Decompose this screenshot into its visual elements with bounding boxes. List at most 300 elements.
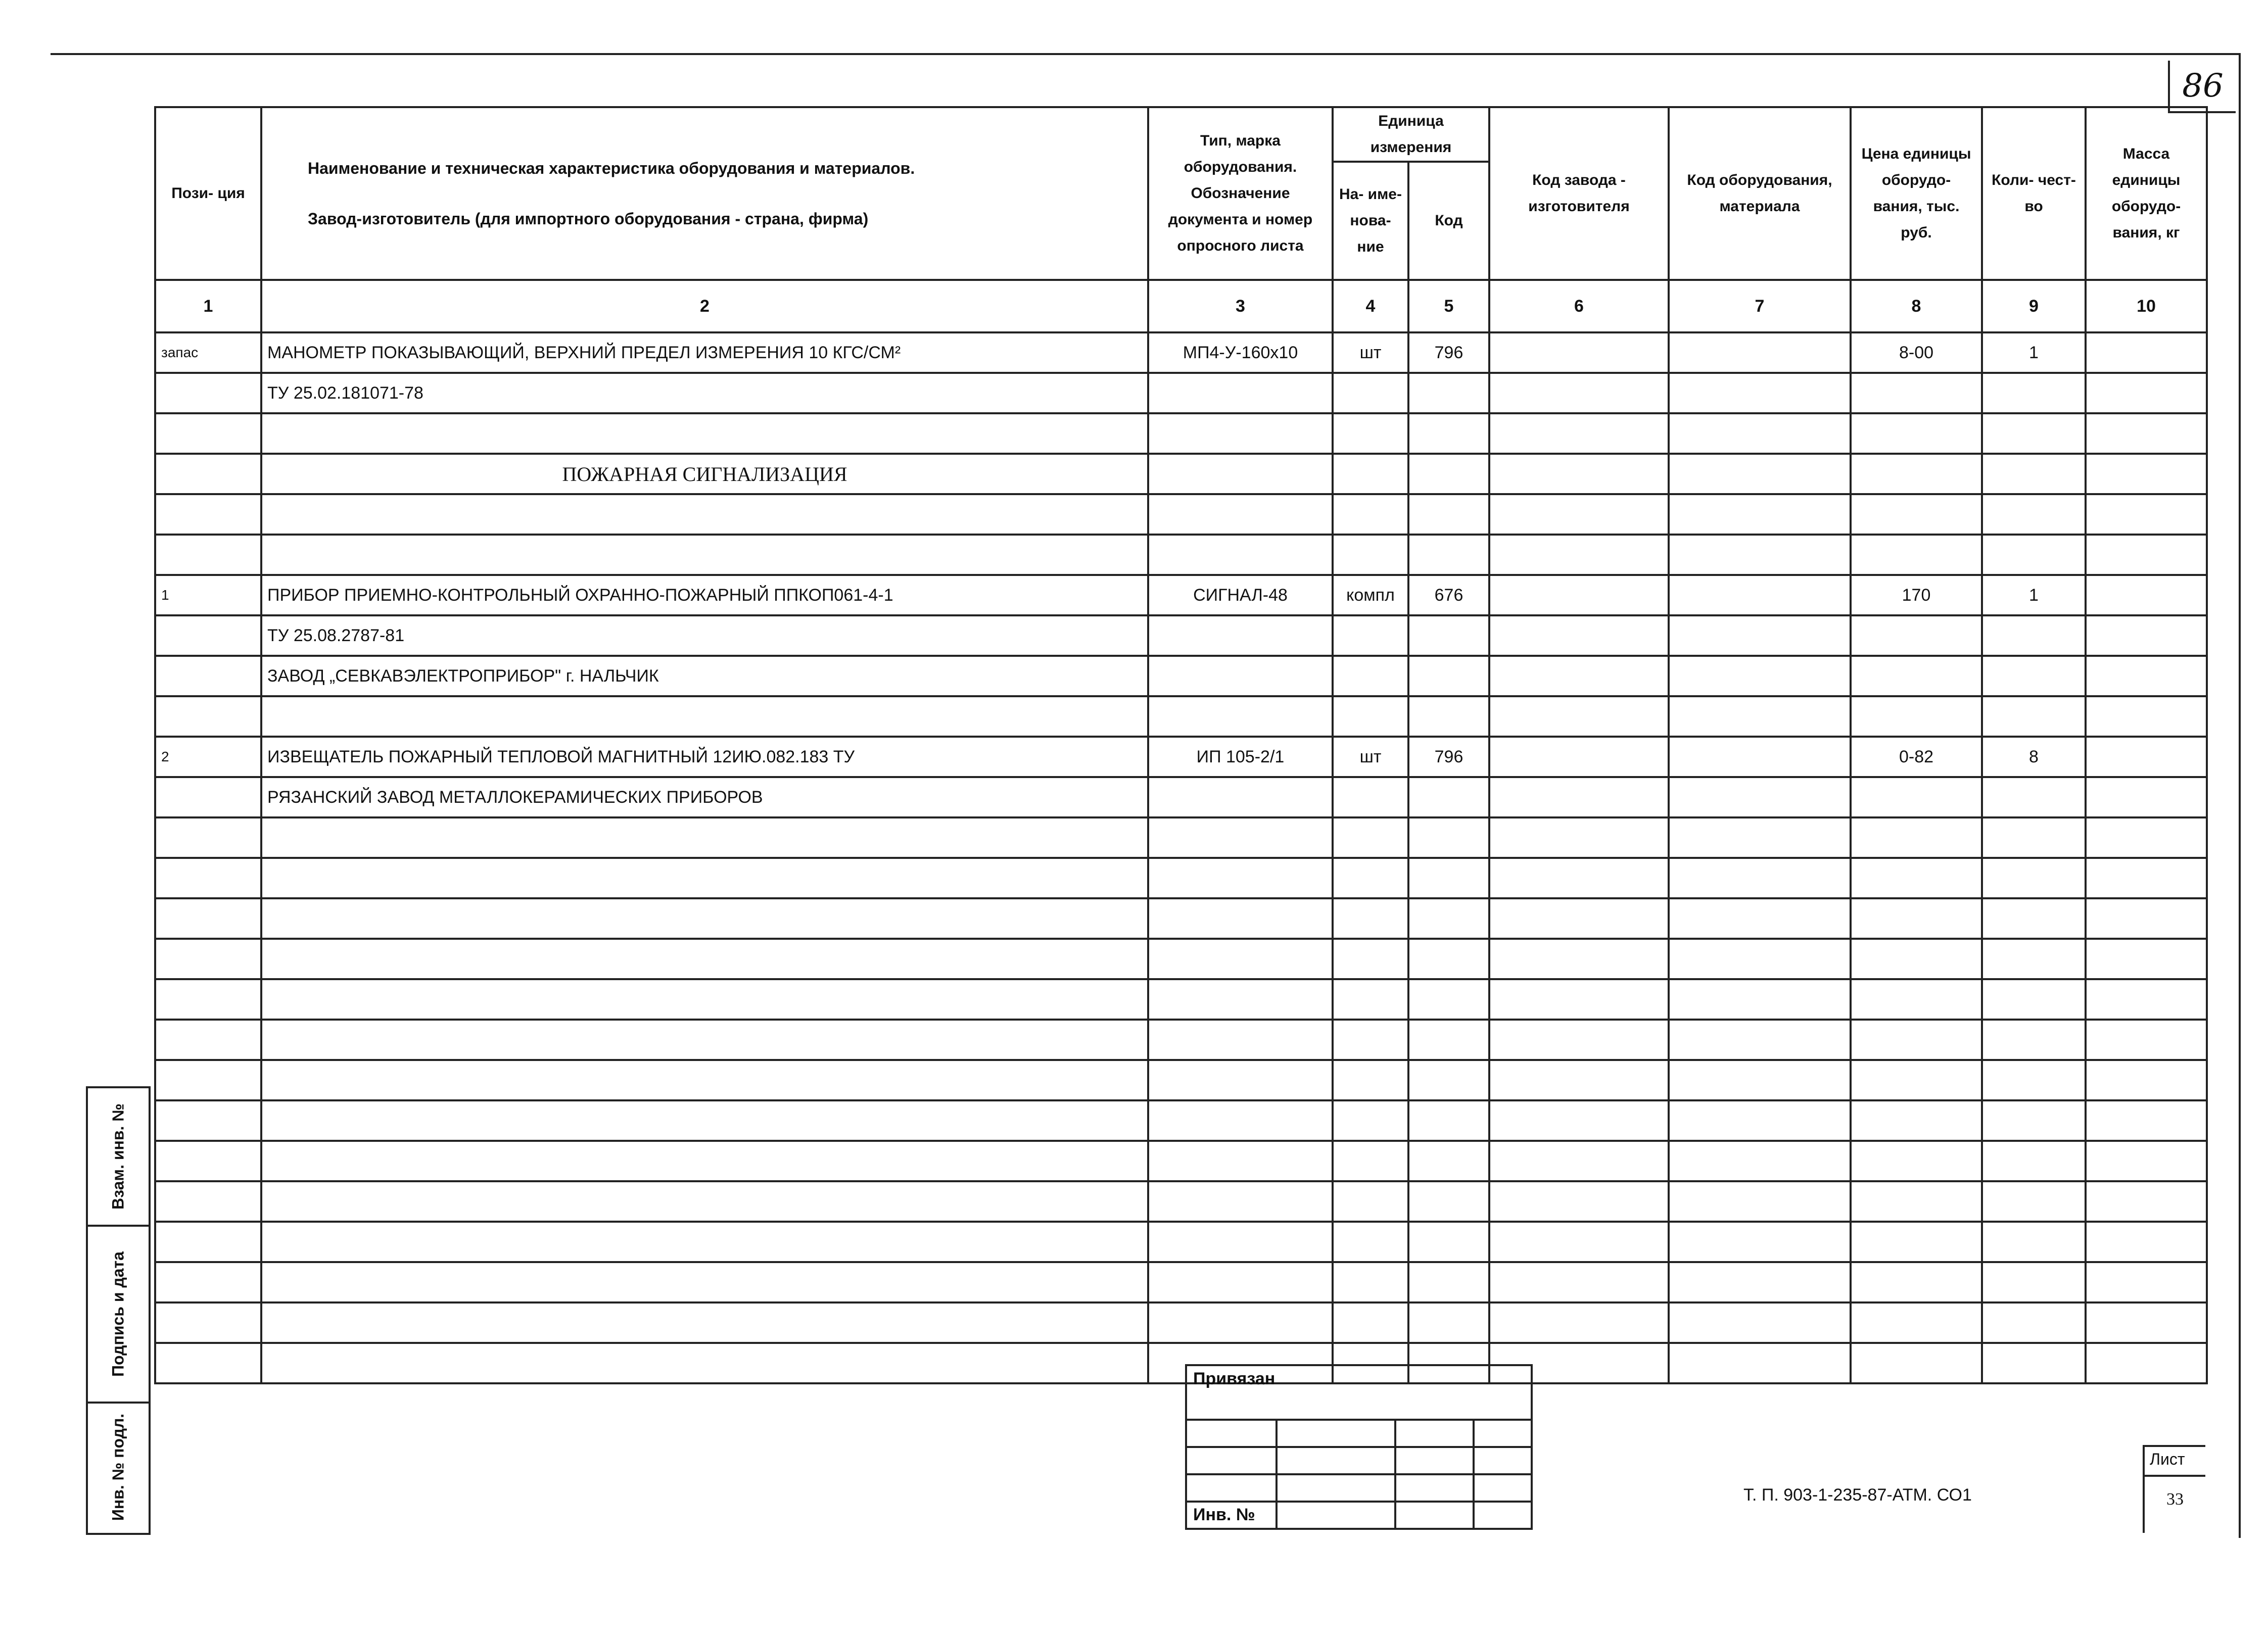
mass-cell [2086, 1100, 2207, 1141]
price-cell [1851, 1020, 1982, 1060]
type-cell: ИП 105-2/1 [1148, 737, 1333, 777]
mass-cell [2086, 1060, 2207, 1100]
type-cell [1148, 1020, 1333, 1060]
equipment-code-cell [1669, 979, 1851, 1020]
mass-cell [2086, 979, 2207, 1020]
equipment-code-cell [1669, 494, 1851, 535]
mass-cell [2086, 1343, 2207, 1383]
price-cell: 0-82 [1851, 737, 1982, 777]
mass-cell [2086, 737, 2207, 777]
manufacturer-code-cell [1489, 332, 1669, 373]
manufacturer-code-cell [1489, 1020, 1669, 1060]
unit-code-cell [1408, 413, 1489, 454]
position-cell: 2 [155, 737, 261, 777]
unit-code-cell [1408, 1020, 1489, 1060]
sheet-label: Лист [2150, 1450, 2185, 1468]
table-row [155, 939, 2207, 979]
unit-code-cell [1408, 656, 1489, 696]
name-cell: ТУ 25.08.2787-81 [261, 615, 1148, 656]
table-row [155, 1020, 2207, 1060]
position-cell [155, 817, 261, 858]
manufacturer-code-cell [1489, 413, 1669, 454]
unit-code-cell: 796 [1408, 332, 1489, 373]
name-cell [261, 898, 1148, 939]
manufacturer-code-cell [1489, 615, 1669, 656]
type-cell [1148, 1100, 1333, 1141]
mass-cell [2086, 777, 2207, 817]
table-row [155, 737, 2207, 777]
name-cell [261, 858, 1148, 898]
signature-date-label: Подпись и дата [109, 1251, 127, 1377]
type-cell: МП4-У-160х10 [1148, 332, 1333, 373]
mass-cell [2086, 373, 2207, 413]
type-cell [1148, 1302, 1333, 1343]
quantity-cell [1982, 413, 2086, 454]
unit-code-cell [1408, 696, 1489, 737]
stamp-divider [1275, 1419, 1278, 1528]
position-cell [155, 979, 261, 1020]
table-row [155, 858, 2207, 898]
unit-cell [1333, 1262, 1408, 1302]
price-cell: 8-00 [1851, 332, 1982, 373]
price-cell [1851, 898, 1982, 939]
price-cell [1851, 1302, 1982, 1343]
document-code: Т. П. 903-1-235-87-АТМ. СО1 [1743, 1485, 1972, 1505]
column-number: 4 [1333, 280, 1408, 332]
table-row [155, 696, 2207, 737]
column-number: 9 [1982, 280, 2086, 332]
unit-cell [1333, 1141, 1408, 1181]
type-cell [1148, 817, 1333, 858]
mass-cell [2086, 1181, 2207, 1222]
stamp-line [1187, 1473, 1531, 1475]
equipment-code-cell [1669, 535, 1851, 575]
unit-cell [1333, 1222, 1408, 1262]
equipment-code-cell [1669, 737, 1851, 777]
type-cell [1148, 1141, 1333, 1181]
name-cell [261, 535, 1148, 575]
table-row [155, 656, 2207, 696]
unit-code-cell [1408, 1100, 1489, 1141]
equipment-code-cell [1669, 615, 1851, 656]
price-cell [1851, 615, 1982, 656]
position-cell [155, 1222, 261, 1262]
quantity-cell [1982, 1343, 2086, 1383]
unit-code-cell [1408, 939, 1489, 979]
equipment-code-cell [1669, 656, 1851, 696]
position-cell [155, 535, 261, 575]
position-cell [155, 413, 261, 454]
equipment-code-cell [1669, 332, 1851, 373]
unit-code-cell [1408, 373, 1489, 413]
price-cell [1851, 1181, 1982, 1222]
position-cell [155, 777, 261, 817]
manufacturer-code-cell [1489, 1302, 1669, 1343]
name-cell: МАНОМЕТР ПОКАЗЫВАЮЩИЙ, ВЕРХНИЙ ПРЕДЕЛ ИЗМЕРЕНИЯ 10 КГС/СМ² [261, 332, 1148, 373]
table-body [155, 332, 2207, 1383]
quantity-cell [1982, 1262, 2086, 1302]
table-row [155, 1060, 2207, 1100]
price-cell [1851, 1222, 1982, 1262]
unit-code-cell [1408, 535, 1489, 575]
price-cell [1851, 777, 1982, 817]
unit-cell [1333, 615, 1408, 656]
type-cell [1148, 979, 1333, 1020]
table-row [155, 373, 2207, 413]
stamp-divider [1394, 1419, 1396, 1528]
type-cell [1148, 858, 1333, 898]
manufacturer-code-cell [1489, 696, 1669, 737]
manufacturer-code-cell [1489, 1141, 1669, 1181]
sheet-box-line [2145, 1475, 2205, 1477]
mass-cell [2086, 817, 2207, 858]
table-row [155, 332, 2207, 373]
column-number: 1 [155, 280, 261, 332]
quantity-cell [1982, 615, 2086, 656]
unit-cell: компл [1333, 575, 1408, 615]
equipment-code-cell [1669, 575, 1851, 615]
price-cell [1851, 535, 1982, 575]
column-number: 10 [2086, 280, 2207, 332]
unit-cell [1333, 939, 1408, 979]
replacement-cell [88, 1088, 149, 1227]
equipment-code-cell [1669, 696, 1851, 737]
quantity-cell [1982, 939, 2086, 979]
type-cell [1148, 535, 1333, 575]
mass-cell [2086, 575, 2207, 615]
position-cell [155, 1343, 261, 1383]
position-cell [155, 1302, 261, 1343]
quantity-cell [1982, 979, 2086, 1020]
table-row [155, 817, 2207, 858]
equipment-code-cell [1669, 1060, 1851, 1100]
type-cell [1148, 939, 1333, 979]
type-cell [1148, 696, 1333, 737]
header-name-line2: Завод-изготовитель (для импортного оборудования - страна, фирма) [308, 210, 869, 228]
unit-code-cell [1408, 1141, 1489, 1181]
header-mass: Масса единицы оборудо- вания, кг [2086, 107, 2207, 280]
name-cell: ПРИБОР ПРИЕМНО-КОНТРОЛЬНЫЙ ОХРАННО-ПОЖАРНЫЙ ППКОП061-4-1 [261, 575, 1148, 615]
price-cell: 170 [1851, 575, 1982, 615]
unit-code-cell [1408, 454, 1489, 494]
manufacturer-code-cell [1489, 858, 1669, 898]
price-cell [1851, 454, 1982, 494]
equipment-code-cell [1669, 1020, 1851, 1060]
unit-code-cell [1408, 1060, 1489, 1100]
section-title: ПОЖАРНАЯ СИГНАЛИЗАЦИЯ [261, 454, 1148, 494]
quantity-cell [1982, 1181, 2086, 1222]
table-row [155, 535, 2207, 575]
quantity-cell [1982, 1100, 2086, 1141]
unit-cell [1333, 656, 1408, 696]
type-cell [1148, 373, 1333, 413]
type-cell [1148, 494, 1333, 535]
column-number: 8 [1851, 280, 1982, 332]
unit-code-cell: 676 [1408, 575, 1489, 615]
unit-cell [1333, 494, 1408, 535]
type-cell [1148, 454, 1333, 494]
type-cell [1148, 1060, 1333, 1100]
unit-cell [1333, 413, 1408, 454]
mass-cell [2086, 656, 2207, 696]
specification-table [154, 106, 2208, 1384]
inventory-cell [88, 1404, 149, 1531]
unit-code-cell [1408, 858, 1489, 898]
column-number: 5 [1408, 280, 1489, 332]
unit-code-cell [1408, 494, 1489, 535]
quantity-cell [1982, 535, 2086, 575]
name-cell [261, 979, 1148, 1020]
manufacturer-code-cell [1489, 656, 1669, 696]
quantity-cell [1982, 1302, 2086, 1343]
name-cell: ТУ 25.02.181071-78 [261, 373, 1148, 413]
equipment-code-cell [1669, 1100, 1851, 1141]
equipment-code-cell [1669, 1141, 1851, 1181]
equipment-code-cell [1669, 413, 1851, 454]
unit-cell [1333, 696, 1408, 737]
unit-cell: шт [1333, 332, 1408, 373]
table-row [155, 615, 2207, 656]
equipment-code-cell [1669, 777, 1851, 817]
manufacturer-code-cell [1489, 575, 1669, 615]
column-number: 6 [1489, 280, 1669, 332]
type-cell [1148, 656, 1333, 696]
type-cell [1148, 777, 1333, 817]
left-strip [86, 1086, 151, 1535]
quantity-cell [1982, 494, 2086, 535]
price-cell [1851, 858, 1982, 898]
position-cell [155, 494, 261, 535]
manufacturer-code-cell [1489, 373, 1669, 413]
table-row [155, 1100, 2207, 1141]
position-cell [155, 696, 261, 737]
column-number-row [155, 280, 2207, 332]
inventory-label: Инв. № подл. [109, 1413, 127, 1521]
quantity-cell [1982, 656, 2086, 696]
table-row [155, 575, 2207, 615]
mass-cell [2086, 1302, 2207, 1343]
manufacturer-code-cell [1489, 939, 1669, 979]
name-cell: ЗАВОД „СЕВКАВЭЛЕКТРОПРИБОР" г. НАЛЬЧИК [261, 656, 1148, 696]
price-cell [1851, 413, 1982, 454]
unit-code-cell [1408, 817, 1489, 858]
position-cell: 1 [155, 575, 261, 615]
table-row [155, 1141, 2207, 1181]
manufacturer-code-cell [1489, 979, 1669, 1020]
stamp-inventory: Инв. № [1193, 1505, 1255, 1524]
header-name-line1: Наименование и техническая характеристика оборудования и материалов. [308, 159, 915, 177]
quantity-cell [1982, 1060, 2086, 1100]
unit-cell: шт [1333, 737, 1408, 777]
unit-cell [1333, 1302, 1408, 1343]
unit-code-cell [1408, 777, 1489, 817]
header-unit-group: Единица измерения [1333, 107, 1489, 162]
unit-cell [1333, 373, 1408, 413]
position-cell: запас [155, 332, 261, 373]
unit-code-cell [1408, 1181, 1489, 1222]
quantity-cell [1982, 454, 2086, 494]
sheet-number: 33 [2166, 1490, 2184, 1509]
header-name [261, 107, 1148, 280]
unit-code-cell [1408, 1222, 1489, 1262]
quantity-cell [1982, 777, 2086, 817]
manufacturer-code-cell [1489, 777, 1669, 817]
quantity-cell [1982, 898, 2086, 939]
name-cell [261, 696, 1148, 737]
equipment-code-cell [1669, 939, 1851, 979]
manufacturer-code-cell [1489, 817, 1669, 858]
stamp-line [1187, 1446, 1531, 1448]
unit-code-cell [1408, 1262, 1489, 1302]
manufacturer-code-cell [1489, 898, 1669, 939]
mass-cell [2086, 858, 2207, 898]
unit-cell [1333, 979, 1408, 1020]
sheet-mark: 86 [2168, 61, 2236, 113]
table-row [155, 777, 2207, 817]
price-cell [1851, 979, 1982, 1020]
unit-cell [1333, 777, 1408, 817]
sheet-box [2143, 1445, 2205, 1533]
manufacturer-code-cell [1489, 1181, 1669, 1222]
mass-cell [2086, 615, 2207, 656]
equipment-code-cell [1669, 1343, 1851, 1383]
manufacturer-code-cell [1489, 494, 1669, 535]
equipment-code-cell [1669, 817, 1851, 858]
quantity-cell: 8 [1982, 737, 2086, 777]
price-cell [1851, 656, 1982, 696]
position-cell [155, 1181, 261, 1222]
name-cell [261, 1222, 1148, 1262]
manufacturer-code-cell [1489, 454, 1669, 494]
equipment-code-cell [1669, 1222, 1851, 1262]
table-row [155, 1262, 2207, 1302]
unit-code-cell [1408, 1302, 1489, 1343]
unit-cell [1333, 535, 1408, 575]
price-cell [1851, 373, 1982, 413]
mass-cell [2086, 898, 2207, 939]
quantity-cell [1982, 1020, 2086, 1060]
header-equipment-code: Код оборудования, материала [1669, 107, 1851, 280]
unit-cell [1333, 1020, 1408, 1060]
unit-code-cell [1408, 898, 1489, 939]
type-cell [1148, 615, 1333, 656]
stamp-line [1187, 1501, 1531, 1503]
signature-cell [88, 1227, 149, 1404]
header-quantity: Коли- чест- во [1982, 107, 2086, 280]
quantity-cell [1982, 1141, 2086, 1181]
unit-cell [1333, 898, 1408, 939]
position-cell [155, 615, 261, 656]
name-cell [261, 494, 1148, 535]
mass-cell [2086, 413, 2207, 454]
position-cell [155, 939, 261, 979]
header-price: Цена единицы оборудо- вания, тыс. руб. [1851, 107, 1982, 280]
name-cell [261, 1302, 1148, 1343]
quantity-cell [1982, 373, 2086, 413]
mass-cell [2086, 1262, 2207, 1302]
name-cell: ИЗВЕЩАТЕЛЬ ПОЖАРНЫЙ ТЕПЛОВОЙ МАГНИТНЫЙ 12ИЮ.082.183 ТУ [261, 737, 1148, 777]
unit-code-cell [1408, 979, 1489, 1020]
table-row [155, 898, 2207, 939]
manufacturer-code-cell [1489, 1060, 1669, 1100]
unit-cell [1333, 858, 1408, 898]
mass-cell [2086, 1222, 2207, 1262]
mass-cell [2086, 535, 2207, 575]
manufacturer-code-cell [1489, 737, 1669, 777]
header-type: Тип, марка оборудования. Обозначение документа и номер опросного листа [1148, 107, 1333, 280]
manufacturer-code-cell [1489, 1222, 1669, 1262]
column-number: 2 [261, 280, 1148, 332]
name-cell [261, 1343, 1148, 1383]
header-manufacturer-code: Код завода - изготовителя [1489, 107, 1669, 280]
unit-cell [1333, 817, 1408, 858]
stamp-divider [1473, 1419, 1475, 1528]
position-cell [155, 1060, 261, 1100]
mass-cell [2086, 1020, 2207, 1060]
header-position: Пози- ция [155, 107, 261, 280]
name-cell [261, 1100, 1148, 1141]
quantity-cell [1982, 858, 2086, 898]
equipment-code-cell [1669, 858, 1851, 898]
name-cell [261, 939, 1148, 979]
type-cell [1148, 1222, 1333, 1262]
quantity-cell [1982, 817, 2086, 858]
unit-code-cell: 796 [1408, 737, 1489, 777]
mass-cell [2086, 939, 2207, 979]
position-cell [155, 1262, 261, 1302]
price-cell [1851, 1100, 1982, 1141]
equipment-code-cell [1669, 1262, 1851, 1302]
equipment-code-cell [1669, 454, 1851, 494]
manufacturer-code-cell [1489, 535, 1669, 575]
header-row-top [155, 107, 2207, 162]
mass-cell [2086, 454, 2207, 494]
header-unit-name: На- име- нова- ние [1333, 162, 1408, 280]
table-row [155, 413, 2207, 454]
name-cell: РЯЗАНСКИЙ ЗАВОД МЕТАЛЛОКЕРАМИЧЕСКИХ ПРИБОРОВ [261, 777, 1148, 817]
mass-cell [2086, 494, 2207, 535]
unit-cell [1333, 1060, 1408, 1100]
name-cell [261, 1020, 1148, 1060]
name-cell [261, 1141, 1148, 1181]
table-row [155, 979, 2207, 1020]
type-cell [1148, 413, 1333, 454]
header-unit-code: Код [1408, 162, 1489, 280]
position-cell [155, 454, 261, 494]
price-cell [1851, 696, 1982, 737]
price-cell [1851, 939, 1982, 979]
position-cell [155, 373, 261, 413]
name-cell [261, 1060, 1148, 1100]
manufacturer-code-cell [1489, 1100, 1669, 1141]
stamp-line [1187, 1419, 1531, 1421]
price-cell [1851, 817, 1982, 858]
equipment-code-cell [1669, 1181, 1851, 1222]
type-cell [1148, 1262, 1333, 1302]
equipment-code-cell [1669, 1302, 1851, 1343]
position-cell [155, 858, 261, 898]
quantity-cell [1982, 696, 2086, 737]
table-row [155, 1181, 2207, 1222]
table-row [155, 1343, 2207, 1383]
stamp-title: Привязан [1193, 1369, 1275, 1388]
quantity-cell [1982, 1222, 2086, 1262]
table-row [155, 494, 2207, 535]
position-cell [155, 898, 261, 939]
unit-cell [1333, 454, 1408, 494]
equipment-code-cell [1669, 373, 1851, 413]
column-number: 7 [1669, 280, 1851, 332]
